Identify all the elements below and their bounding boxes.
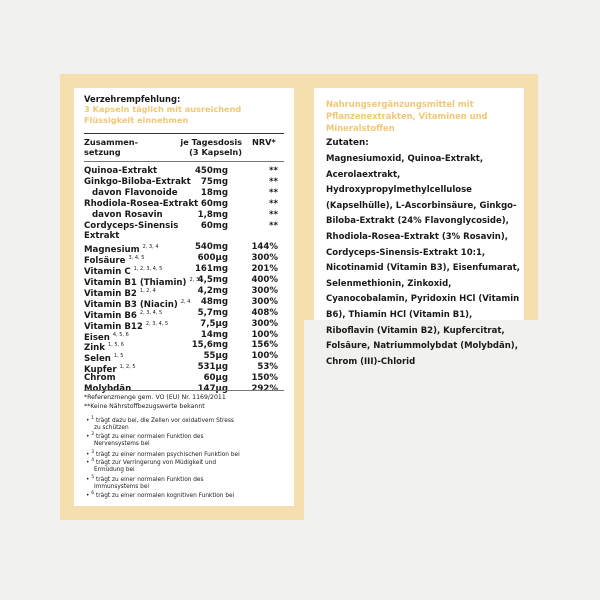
row-nrv: 300% [251,253,278,264]
row-nrv: ** [269,220,278,231]
table-header-rule [84,161,284,162]
header-daily-dose-line1: je Tagesdosis [180,137,242,147]
row-nrv: 156% [251,340,278,351]
row-name-text: Molybdän [84,384,132,394]
header-nrv: NRV* [252,137,276,147]
header-daily-dose-line2: (3 Kapseln) [189,146,242,157]
row-name [84,221,178,232]
dosage-title: Verzehrempfehlung: [84,94,181,104]
table-row [84,188,280,199]
row-nrv: 300% [251,318,278,329]
row-name-text: davon Flavonoide [92,187,178,198]
row-name [84,199,198,210]
table-row [84,286,280,297]
row-footnote-refs: 3, 4, 5 [128,255,145,262]
table-row [84,340,280,354]
bullet-icon: • [86,460,92,466]
row-footnote-refs: 1, 2, 5 [119,364,136,371]
row-name-text: Folsäure [84,256,126,267]
row-name-text: Cordyceps-Sinensis [84,220,179,231]
row-amount: 60mg [200,198,228,209]
footnote-number: 5 [91,475,95,480]
row-amount: 75mg [200,176,228,187]
table-top-rule [84,133,284,134]
row-amount: 4,5mg [197,275,228,285]
footnote-number: 6 [91,491,95,496]
row-name-text: Kupfer [84,365,117,376]
row-amount: 48mg [200,296,228,307]
footnote-text: trägt zu einer normalen kognitiven Funktion bei [95,493,235,499]
table-row [84,264,280,278]
row-nrv: ** [269,166,278,176]
row-amount: 60mg [200,220,228,231]
row-nrv: ** [269,187,278,198]
footnote-text: trägt dazu bei, die Zellen vor oxidativem Stress [95,418,234,424]
footnote-item [86,490,286,500]
row-amount: 5,7mg [197,307,228,318]
dosage-text: 3 Kapseln täglich mit ausreichend Flüssigkeit einnehmen [84,104,242,125]
row-amount: 60µg [203,373,228,384]
row-name-text: Vitamin B12 [84,321,143,332]
footnote-number: 3 [91,450,95,455]
row-nrv: 100% [251,329,278,340]
row-name-text: Eisen [84,332,110,343]
row-name-text: Magnesium [84,245,140,256]
table-row [84,253,280,267]
product-description: Nahrungsergänzungsmittel mit Pflanzenextrakten, Vitaminen und Mineralstoffen [326,99,488,133]
row-footnote-refs: 2, 3, 4 [142,244,159,251]
footnote-text-continued: Immunsystems bei [94,484,150,491]
row-name [84,177,191,188]
row-amount: 1,8mg [197,209,228,220]
footnote-text: trägt zu einer normalen psychischen Funktion bei [95,452,240,458]
bullet-icon: • [86,477,92,483]
footnote-number: 2 [91,432,95,437]
row-name-text: Selen [84,354,111,365]
row-amount: 18mg [200,187,228,198]
row-amount: 531µg [197,362,228,373]
footnote-text-continued: Nervensystems bei [94,441,150,448]
table-row [84,221,280,232]
bullet-icon: • [86,493,92,499]
footnote-item [86,457,286,474]
table-row [84,362,280,376]
row-nrv: ** [269,209,278,220]
row-footnote-refs: 2, 4 [180,298,191,305]
row-name-text: Vitamin C [84,267,131,278]
table-row [84,330,280,341]
row-footnote-refs: 1, 2, 3, 4, 5 [133,266,163,273]
table-row [84,231,280,242]
row-amount: 4,2mg [197,285,228,296]
row-name-text: Ginkgo-Biloba-Extrakt [84,176,191,187]
row-name [84,373,116,384]
row-nrv: 300% [251,296,278,307]
header-daily-dose [174,138,242,157]
row-nrv: 408% [251,307,278,318]
row-nrv: 144% [251,242,278,253]
row-amount: 14mg [200,329,228,340]
row-nrv: 100% [251,351,278,362]
row-name-text: Quinoa-Extrakt [84,166,158,176]
row-nrv: 300% [251,285,278,296]
row-nrv: ** [269,176,278,187]
row-amount: 55µg [203,351,228,362]
bullet-icon: • [86,418,92,424]
table-row [84,166,280,177]
row-nrv: ** [269,198,278,209]
table-bottom-rule [84,390,284,391]
row-amount: 540mg [194,242,228,253]
row-nrv: 150% [251,373,278,384]
row-amount: 600µg [197,253,228,264]
row-nrv: 292% [251,384,278,394]
footnote-item [86,415,286,432]
footnote-number: 1 [91,416,95,421]
footnote-text: trägt zu einer normalen Funktion des [95,434,204,440]
table-row [84,210,280,221]
table-row [84,242,280,256]
row-name-text: Vitamin B6 [84,310,137,321]
footnote-text: trägt zu einer normalen Funktion des [95,477,204,483]
row-footnote-refs: 1, 2, 4 [139,287,156,294]
ingredients-list: Magnesiumoxid, Quinoa-Extrakt, Acerolaextrakt, Hydroxypropylmethylcellulose (Kapselhülle), L-Ascorbinsäure, Ginkgo-Biloba-Extrakt (24% Flavonglycoside), Rhodiola-Rosea-Extrakt (3% Rosavin), Cordyceps-Sinensis-Extrakt 10:1, Nicotinamid (Vitamin B3), Eisenfumarat, Selenmethionin, Zinkoxid, Cyanocobalamin, Pyridoxin HCl (Vitamin B6), Thiamin HCl (Vitamin B1), Riboflavin (Vitamin B2), Kupfercitrat, Folsäure, Natriummolybdat (Molybdän), Chrom (III)-Chlorid [326,154,520,367]
bullet-icon: • [86,452,92,458]
bullet-icon: • [86,434,92,440]
table-row [84,177,280,188]
footnote-reference: *Referenzmenge gem. VO (EU) Nr. 1169/2011 [84,394,226,401]
table-row [84,308,280,319]
row-name-text: Chrom [84,373,116,384]
row-name-text: Rhodiola-Rosea-Extrakt [84,198,199,209]
header-composition-line2: setzung [84,146,121,157]
row-amount: 7,5µg [200,318,228,329]
row-name [92,210,163,221]
row-amount: 15,6mg [191,340,228,351]
row-name-text: Vitamin B3 (Niacin) [84,299,178,310]
row-name [84,166,157,177]
row-footnote-refs: 2, 3, 4, 5 [139,309,163,316]
table-row [84,373,280,384]
row-amount: 450mg [194,166,228,176]
row-nrv: 400% [251,275,278,285]
footnote-item [86,431,286,448]
row-footnote-refs: 4, 5, 6 [112,331,129,338]
row-footnote-refs: 1, 5, 6 [108,342,124,349]
table-row [84,199,280,210]
header-composition [84,138,138,157]
table-row [84,351,280,365]
footnote-text-continued: Ermüdung bei [94,467,135,474]
row-name [84,231,119,242]
table-row [84,297,280,308]
footnote-text-continued: zu schützen [94,425,129,432]
ingredients-label: Zutaten: [326,138,369,148]
footnote-text: trägt zur Verringerung von Müdigkeit und [95,460,217,466]
row-amount: 161mg [194,264,228,275]
row-amount: 147µg [197,384,228,394]
row-footnote-refs: 2, 3, 4, 5 [145,320,169,327]
row-name-text: Vitamin B1 (Thiamin) [84,278,187,288]
row-nrv: 201% [251,264,278,275]
row-name-text: Zink [84,343,106,354]
row-nrv: 53% [257,362,278,373]
row-name-text: Extrakt [84,231,120,242]
header-composition-line1: Zusammen- [84,137,139,147]
row-footnote-refs: 2, 3 [189,277,200,283]
row-footnote-refs: 1, 5 [113,353,124,360]
footnote-item [86,474,286,491]
row-name [92,188,178,199]
footnote-number: 4 [91,458,95,463]
row-name-text: davon Rosavin [92,209,163,220]
table-row [84,319,280,330]
footnote-no-reference: **Keine Nährstoffbezugswerte bekannt [84,403,205,410]
table-row [84,275,280,286]
row-name-text: Vitamin B2 [84,288,137,299]
